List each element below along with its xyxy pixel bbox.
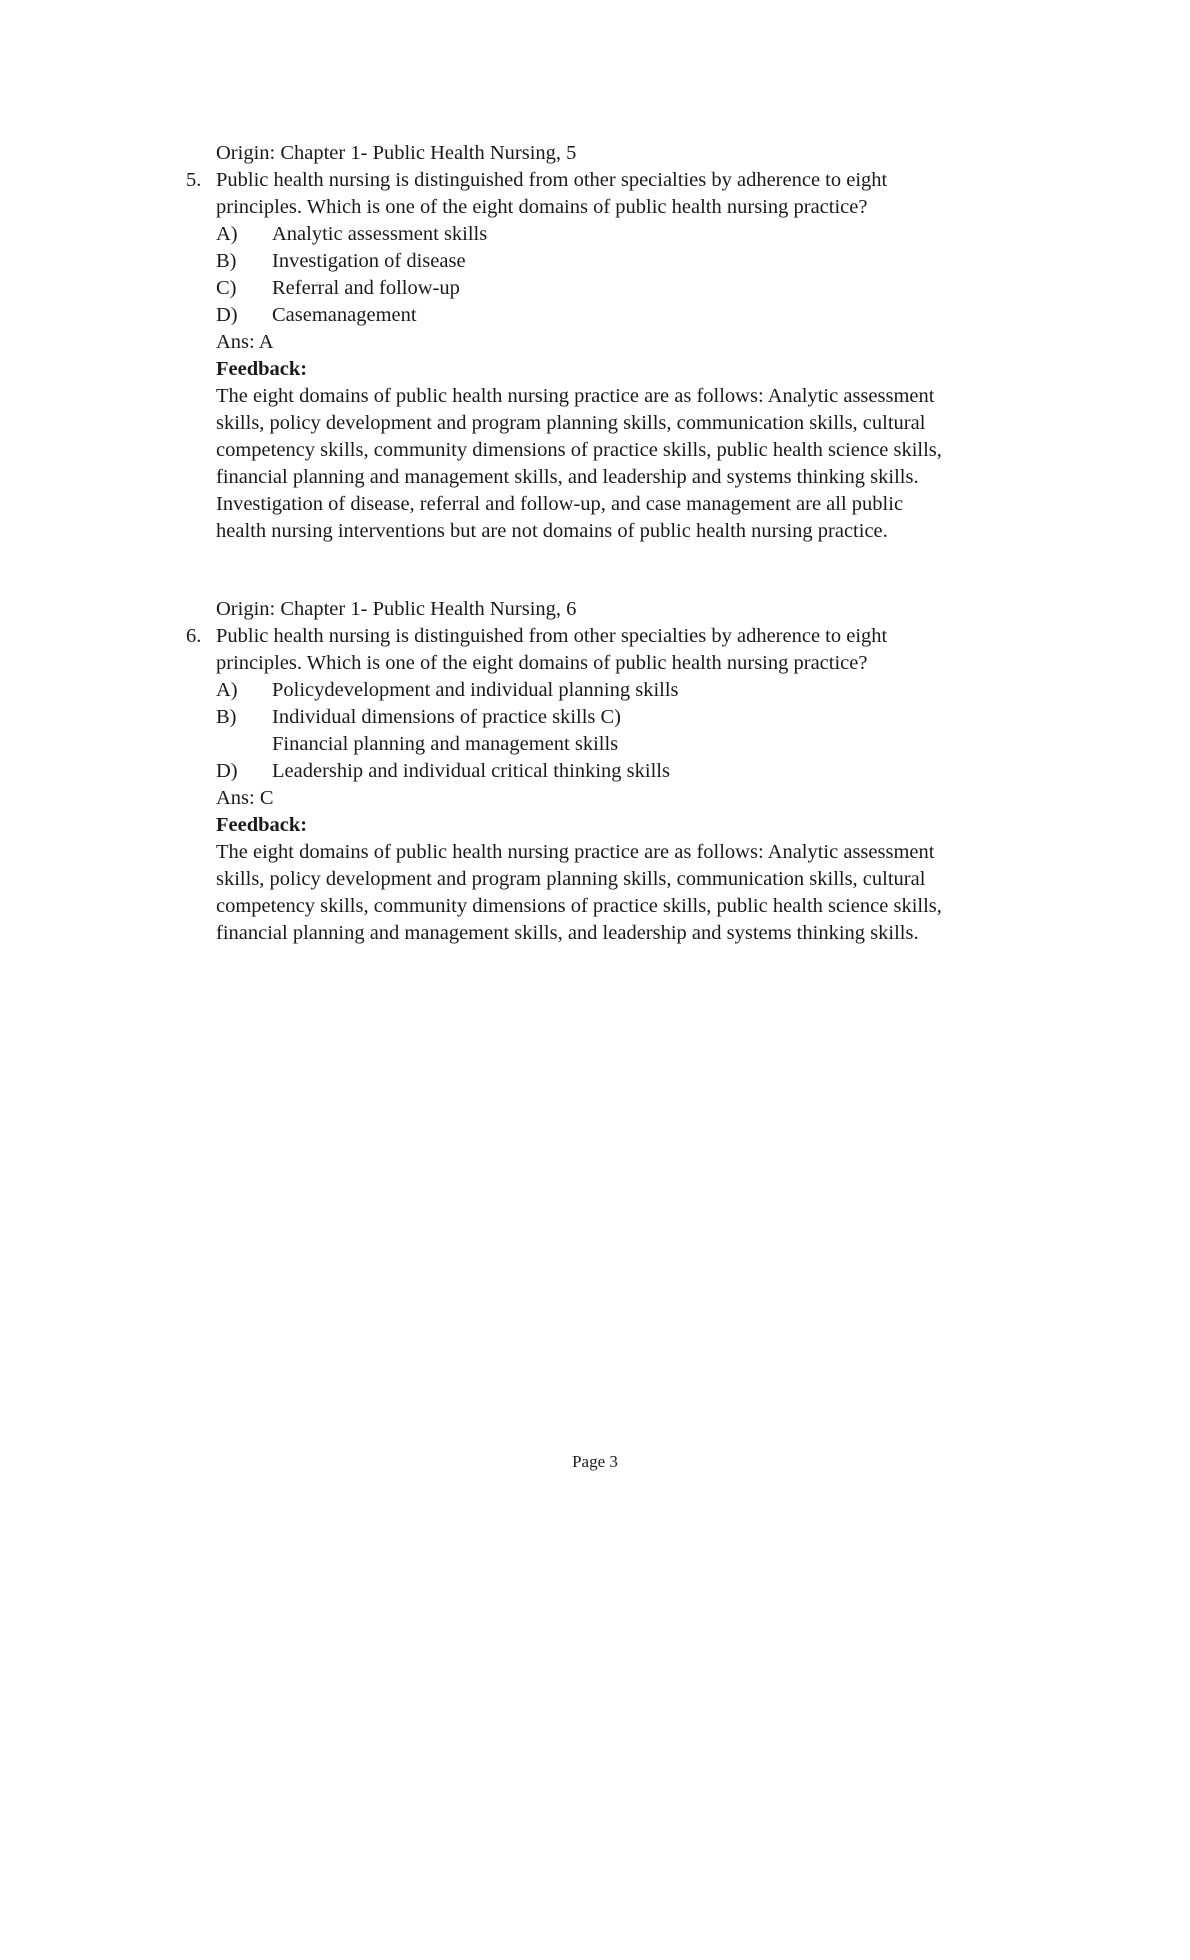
answer-option-d (216, 302, 417, 329)
option-text: Referral and follow-up (272, 277, 460, 299)
feedback-line: skills, policy development and program planning skills, communication skills, cultural (216, 868, 926, 890)
feedback-label: Feedback: (216, 358, 308, 380)
answer-option-c (272, 731, 618, 758)
question-stem-line: principles. Which is one of the eight domains of public health nursing practice? (216, 652, 868, 674)
answer-option-a (216, 677, 679, 704)
option-text: Casemanagement (272, 304, 417, 326)
option-text: Financial planning and management skills (272, 733, 619, 755)
answer-option-b (216, 704, 621, 731)
answer-key: Ans: C (216, 787, 274, 809)
answer-option-d (216, 758, 670, 785)
feedback-line: The eight domains of public health nursing practice are as follows: Analytic assessment (216, 385, 935, 407)
option-letter: B) (216, 250, 237, 272)
question-origin: Origin: Chapter 1- Public Health Nursing, 5 (216, 142, 577, 164)
question-origin: Origin: Chapter 1- Public Health Nursing, 6 (216, 598, 577, 620)
page-number: Page 3 (572, 1452, 618, 1471)
question-stem (186, 623, 1036, 677)
feedback-line: Investigation of disease, referral and follow-up, and case management are all public (216, 493, 904, 515)
feedback-line: competency skills, community dimensions of practice skills, public health science skills, (216, 895, 942, 917)
option-text: Leadership and individual critical thinking skills (272, 760, 670, 782)
question-stem (186, 167, 1036, 221)
option-letter: D) (216, 304, 238, 326)
question-stem-line: Public health nursing is distinguished from other specialties by adherence to eight (216, 169, 888, 191)
option-text: Analytic assessment skills (272, 223, 488, 245)
question-number: 6. (186, 625, 202, 647)
option-text: Investigation of disease (272, 250, 466, 272)
question-stem-line: Public health nursing is distinguished from other specialties by adherence to eight (216, 625, 888, 647)
feedback-line: financial planning and management skills, and leadership and systems thinking skills. (216, 466, 919, 488)
option-letter: B) (216, 706, 237, 728)
answer-option-c (216, 275, 460, 302)
feedback-label: Feedback: (216, 814, 308, 836)
feedback-line: financial planning and management skills, and leadership and systems thinking skills. (216, 922, 919, 944)
question-stem-line: principles. Which is one of the eight domains of public health nursing practice? (216, 196, 868, 218)
option-letter: C) (216, 277, 237, 299)
feedback-line: skills, policy development and program planning skills, communication skills, cultural (216, 412, 926, 434)
answer-option-a (216, 221, 487, 248)
option-text: Policydevelopment and individual planning skills (272, 679, 679, 701)
feedback-line: The eight domains of public health nursing practice are as follows: Analytic assessment (216, 841, 935, 863)
answer-key: Ans: A (216, 331, 274, 353)
option-text: Individual dimensions of practice skills C) (272, 706, 622, 728)
answer-option-b (216, 248, 466, 275)
option-letter: D) (216, 760, 238, 782)
feedback-line: health nursing interventions but are not domains of public health nursing practice. (216, 520, 888, 542)
question-number: 5. (186, 169, 202, 191)
option-letter: A) (216, 223, 238, 245)
option-letter: A) (216, 679, 238, 701)
feedback-line: competency skills, community dimensions of practice skills, public health science skills, (216, 439, 942, 461)
